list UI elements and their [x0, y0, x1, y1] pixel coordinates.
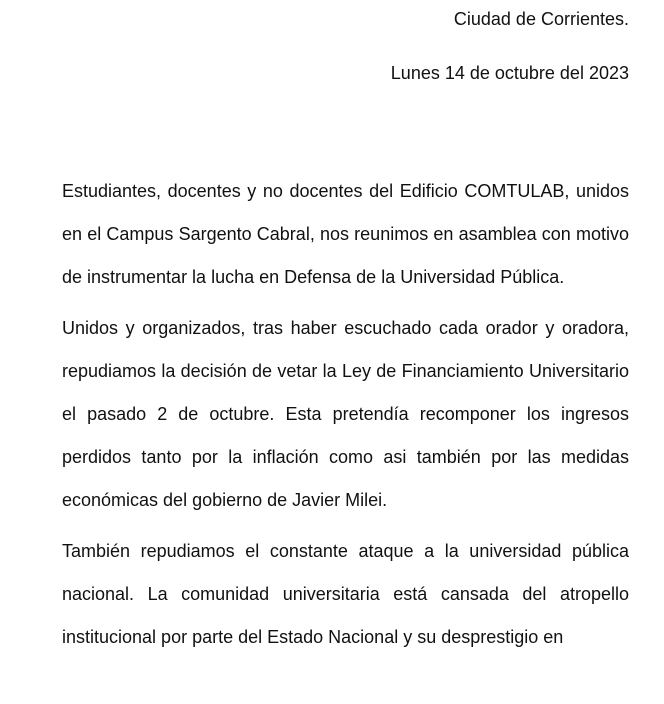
- date-line: Lunes 14 de octubre del 2023: [390, 63, 629, 83]
- paragraph-1: Estudiantes, docentes y no docentes del Edificio COMTULAB, unidos en el Campus Sargento Cabral, nos reunimos en asamblea con motivo de instrumentar la lucha en Defensa de la Universidad Pública.: [62, 181, 629, 287]
- paragraph-3: También repudiamos el constante ataque a la universidad pública nacional. La comunidad universitaria está cansada del atropello institucional por parte del Estado Nacional y su desprestigio en: [62, 541, 629, 647]
- paragraph-2: Unidos y organizados, tras haber escuchado cada orador y oradora, repudiamos la decisión de vetar la Ley de Financiamiento Universitario el pasado 2 de octubre. Esta pretendía recomponer los ingresos perdidos tanto por la inflación como asi también por las medidas económicas del gobierno de Javier Milei.: [62, 318, 629, 510]
- document-body: [62, 170, 629, 667]
- city-line: Ciudad de Corrientes.: [453, 9, 629, 29]
